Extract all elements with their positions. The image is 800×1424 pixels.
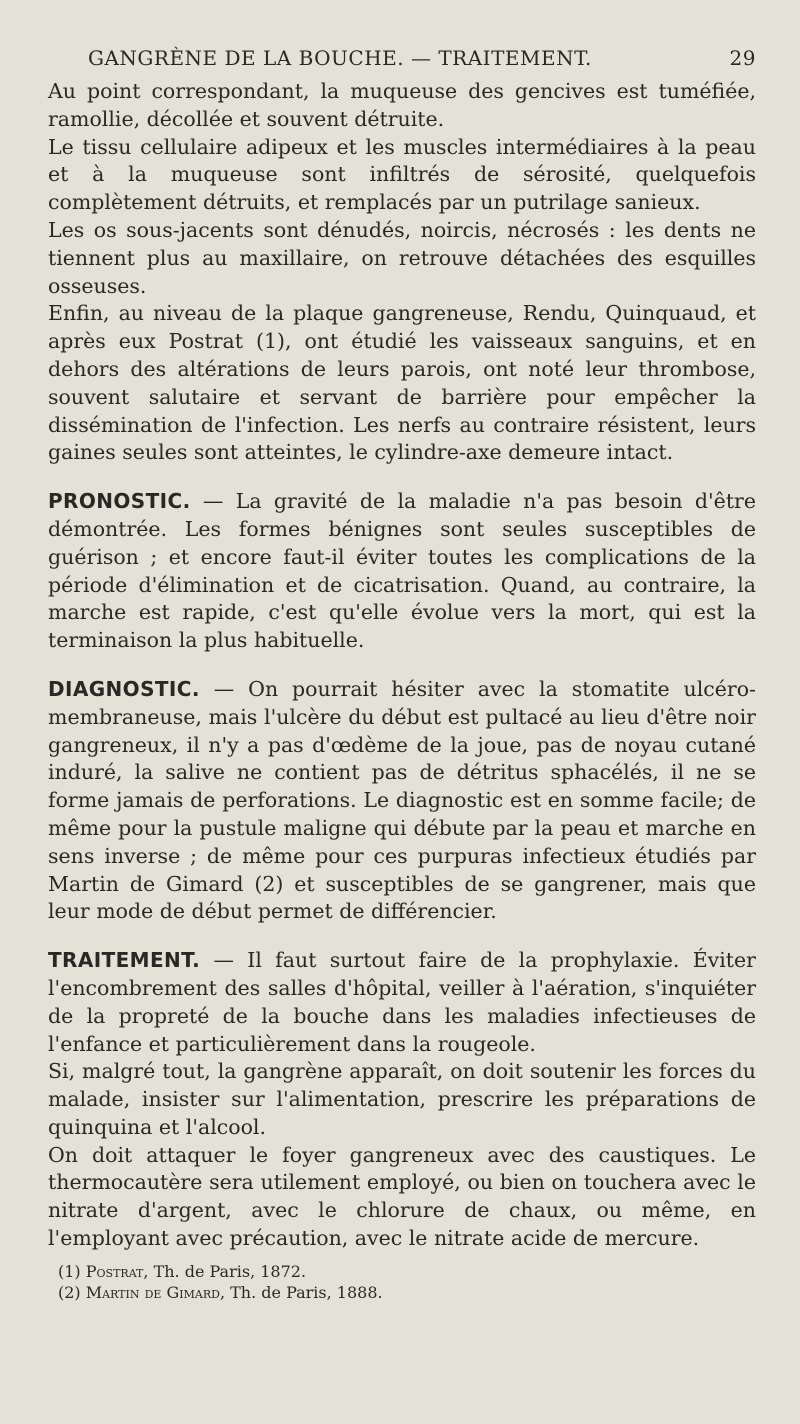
footnote-2-mark: (2) xyxy=(58,1282,81,1302)
traitement-heading: TRAITEMENT. xyxy=(48,948,201,973)
header-title: GANGRÈNE DE LA BOUCHE. — TRAITEMENT. xyxy=(88,46,592,70)
footnote-1-author: Postrat xyxy=(85,1261,144,1281)
section-diagnostic xyxy=(48,676,756,926)
footnotes xyxy=(48,1261,756,1303)
paragraph-gangrene: Si, malgré tout, la gangrène apparaît, on doit soutenir les forces du malade, insister sur l'alimentation, prescrire les préparations de quinquina et l'alcool. xyxy=(48,1059,756,1139)
footnote-1-mark: (1) xyxy=(58,1261,81,1281)
paragraph-tissu: Le tissu cellulaire adipeux et les muscles intermédiaires à la peau et à la muqueuse sont infiltrés de sérosité, quelquefois complètement détruits, et remplacés par un putrilage sanieux. xyxy=(48,134,756,215)
paragraph-os: Les os sous-jacents sont dénudés, noircis, nécrosés : les dents ne tiennent plus au maxillaire, on retrouve détachées des esquilles osseuses. xyxy=(48,217,756,298)
page-number: 29 xyxy=(729,46,756,70)
diagnostic-text: — On pourrait hésiter avec la stomatite ulcéro-membraneuse, mais l'ulcère du début est pultacé au lieu d'être noir gangreneux, il n'y a pas d'œdème de la joue, pas de noyau cutané induré, la salive ne contient pas de détritus sphacélés, il ne se forme jamais de perforations. Le diagnostic est en somme facile; de même pour la pustule maligne qui débute par la peau et marche en sens inverse ; de même pour ces purpuras infectieux étudiés par Martin de Gimard (2) et susceptibles de se gangrener, mais que leur mode de début permet de différencier. xyxy=(48,676,756,924)
section-traitement xyxy=(48,947,756,1058)
footnote-2-ref: , Th. de Paris, 1888. xyxy=(219,1282,383,1302)
footnote-2-author: Martin de Gimard xyxy=(85,1282,220,1302)
diagnostic-heading: DIAGNOSTIC. xyxy=(48,676,200,701)
footnote-1 xyxy=(58,1261,756,1282)
footnote-2 xyxy=(58,1282,756,1303)
paragraph-caustiques: On doit attaquer le foyer gangreneux avec des caustiques. Le thermocautère sera utilement employé, ou bien on touchera avec le nitrate d'argent, avec le chlorure de chaux, ou même, en l'employant avec précaution, avec le nitrate acide de mercure. xyxy=(48,1142,756,1251)
section-pronostic xyxy=(48,488,756,655)
paragraph-vaisseaux: Enfin, au niveau de la plaque gangreneuse, Rendu, Quinquaud, et après eux Postrat (1), ont étudié les vaisseaux sanguins, et en dehors des altérations de leurs parois, ont noté leur thrombose, souvent salutaire et servant de barrière pour empêcher la dissémination de l'infection. Les nerfs au contraire résistent, leurs gaines seules sont atteintes, le cylindre-axe demeure intact. xyxy=(48,301,756,465)
paragraph-gencives: Au point correspondant, la muqueuse des gencives est tuméfiée, ramollie, décollée et souvent détruite. xyxy=(48,79,756,131)
running-header xyxy=(88,46,756,70)
pronostic-heading: PRONOSTIC. xyxy=(48,489,191,514)
footnote-1-ref: , Th. de Paris, 1872. xyxy=(143,1261,307,1281)
pronostic-text: — La gravité de la maladie n'a pas besoin d'être démontrée. Les formes bénignes sont seules susceptibles de guérison ; et encore faut-il éviter toutes les complications de la période d'élimination et de cicatrisation. Quand, au contraire, la marche est rapide, c'est qu'elle évolue vers la mort, qui est la terminaison la plus habituelle. xyxy=(48,489,756,653)
traitement-text: — Il faut surtout faire de la prophylaxie. Éviter l'encombrement des salles d'hôpital, veiller à l'aération, s'inquiéter de la propreté de la bouche dans les maladies infectieuses de l'enfance et particulièrement dans la rougeole. xyxy=(48,948,756,1056)
